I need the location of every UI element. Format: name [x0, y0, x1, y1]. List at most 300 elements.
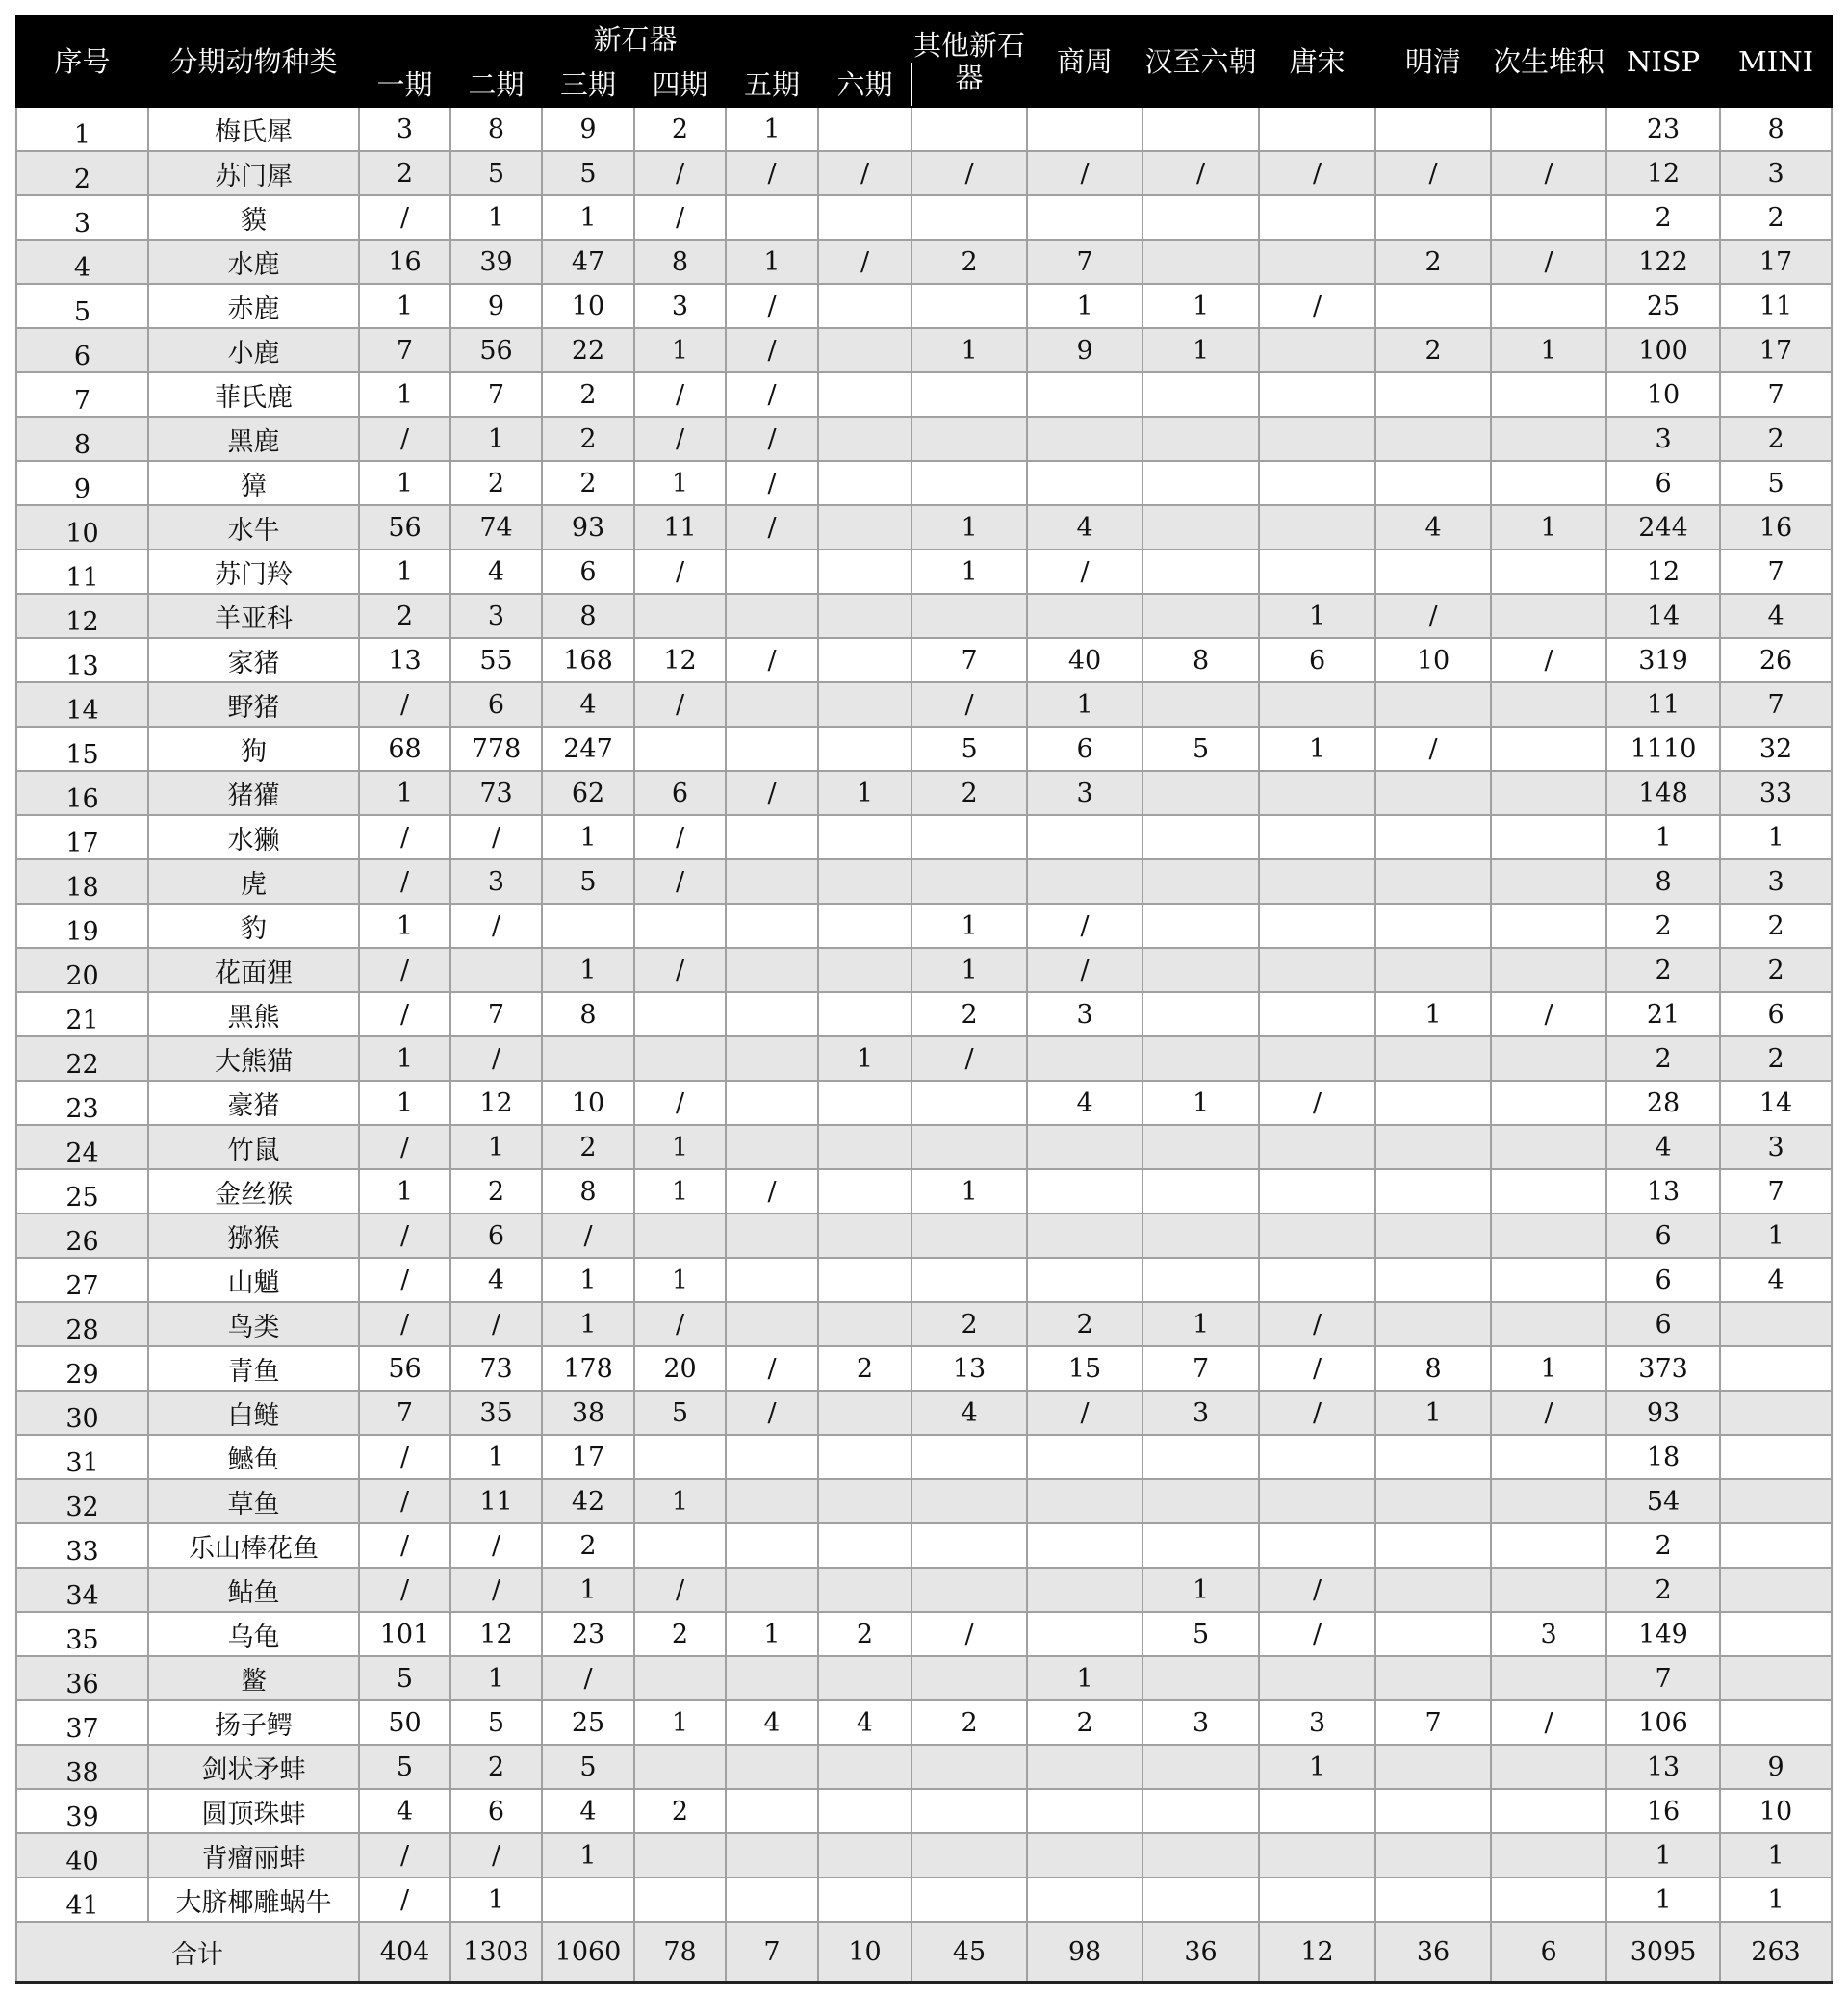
cell-phase-6 [818, 682, 911, 727]
cell-phase-1: / [359, 815, 450, 859]
cell-mini: 32 [1720, 727, 1832, 771]
cell-tang-song [1259, 992, 1375, 1036]
cell-phase-6 [818, 1081, 911, 1125]
cell-phase-1: 1 [359, 1081, 450, 1125]
cell-shang-zhou [1027, 1214, 1142, 1258]
cell-phase-3: 25 [542, 1700, 634, 1745]
cell-ming-qing [1375, 1302, 1491, 1346]
table-row [16, 1833, 1832, 1878]
cell-other-neolithic: 5 [911, 727, 1027, 771]
cell-phase-3: 38 [542, 1391, 634, 1435]
cell-phase-2: 1 [450, 1656, 542, 1700]
cell-mini: 9 [1720, 1745, 1832, 1789]
cell-phase-4: / [634, 1568, 726, 1612]
cell-shang-zhou: 1 [1027, 1656, 1142, 1700]
total-phase-1: 404 [359, 1922, 450, 1982]
cell-tang-song [1259, 1789, 1375, 1833]
cell-no: 6 [16, 328, 148, 372]
cell-nisp: 13 [1606, 1169, 1720, 1214]
cell-han-six-dynasties: / [1142, 151, 1259, 195]
cell-phase-3: 1 [542, 948, 634, 992]
table-row [16, 1258, 1832, 1302]
cell-phase-2: 39 [450, 240, 542, 284]
cell-shang-zhou [1027, 859, 1142, 904]
cell-secondary-deposit: / [1491, 151, 1606, 195]
cell-mini [1720, 1391, 1832, 1435]
cell-no: 16 [16, 771, 148, 815]
cell-secondary-deposit: / [1491, 1391, 1606, 1435]
cell-phase-3: 23 [542, 1612, 634, 1656]
cell-han-six-dynasties [1142, 1656, 1259, 1700]
cell-no: 37 [16, 1700, 148, 1745]
header-tang-song: 唐宋 [1259, 16, 1375, 107]
cell-han-six-dynasties [1142, 1036, 1259, 1081]
cell-nisp: 148 [1606, 771, 1720, 815]
cell-phase-4 [634, 1214, 726, 1258]
cell-phase-5 [726, 1302, 818, 1346]
cell-secondary-deposit [1491, 727, 1606, 771]
cell-phase-4: / [634, 859, 726, 904]
header-phase-5: 五期 [726, 62, 818, 107]
total-mini: 263 [1720, 1922, 1832, 1982]
cell-no: 7 [16, 372, 148, 417]
cell-species: 金丝猴 [148, 1169, 359, 1214]
cell-nisp: 100 [1606, 328, 1720, 372]
cell-phase-3: 5 [542, 151, 634, 195]
cell-nisp: 2 [1606, 1568, 1720, 1612]
cell-secondary-deposit [1491, 904, 1606, 948]
cell-mini: 33 [1720, 771, 1832, 815]
cell-other-neolithic [911, 1789, 1027, 1833]
cell-secondary-deposit [1491, 1479, 1606, 1523]
cell-no: 38 [16, 1745, 148, 1789]
cell-mini: 6 [1720, 992, 1832, 1036]
cell-phase-4: 1 [634, 461, 726, 505]
cell-phase-4: 1 [634, 1258, 726, 1302]
cell-species: 水鹿 [148, 240, 359, 284]
cell-no: 39 [16, 1789, 148, 1833]
cell-no: 1 [16, 107, 148, 151]
cell-other-neolithic [911, 417, 1027, 461]
cell-shang-zhou [1027, 1125, 1142, 1169]
total-secondary-deposit: 6 [1491, 1922, 1606, 1982]
cell-phase-4 [634, 727, 726, 771]
cell-no: 26 [16, 1214, 148, 1258]
cell-tang-song [1259, 771, 1375, 815]
cell-other-neolithic: 7 [911, 638, 1027, 682]
cell-phase-3: 22 [542, 328, 634, 372]
cell-phase-5: / [726, 151, 818, 195]
header-shang-zhou: 商周 [1027, 16, 1142, 107]
cell-no: 14 [16, 682, 148, 727]
cell-mini [1720, 1302, 1832, 1346]
cell-other-neolithic [911, 859, 1027, 904]
cell-nisp: 7 [1606, 1656, 1720, 1700]
cell-phase-3: 1 [542, 1302, 634, 1346]
cell-mini [1720, 1612, 1832, 1656]
cell-phase-2: 1 [450, 1435, 542, 1479]
cell-ming-qing [1375, 1435, 1491, 1479]
cell-han-six-dynasties: 1 [1142, 1302, 1259, 1346]
cell-ming-qing [1375, 284, 1491, 328]
cell-no: 33 [16, 1523, 148, 1568]
cell-shang-zhou: 2 [1027, 1700, 1142, 1745]
cell-phase-6 [818, 1169, 911, 1214]
cell-species: 大脐椰雕蜗牛 [148, 1878, 359, 1922]
cell-phase-3: 5 [542, 859, 634, 904]
cell-phase-5: / [726, 1346, 818, 1391]
cell-ming-qing [1375, 859, 1491, 904]
cell-phase-2: 73 [450, 1346, 542, 1391]
cell-mini: 14 [1720, 1081, 1832, 1125]
cell-phase-4: 1 [634, 1479, 726, 1523]
cell-species: 背瘤丽蚌 [148, 1833, 359, 1878]
cell-other-neolithic [911, 372, 1027, 417]
cell-phase-4 [634, 904, 726, 948]
cell-phase-5 [726, 727, 818, 771]
cell-secondary-deposit [1491, 1878, 1606, 1922]
cell-secondary-deposit: 1 [1491, 505, 1606, 549]
cell-phase-1: / [359, 1214, 450, 1258]
cell-nisp: 1 [1606, 1833, 1720, 1878]
cell-phase-6 [818, 1656, 911, 1700]
table-row [16, 549, 1832, 594]
cell-nisp: 6 [1606, 461, 1720, 505]
cell-secondary-deposit [1491, 195, 1606, 240]
cell-phase-4: / [634, 948, 726, 992]
cell-phase-5 [726, 1479, 818, 1523]
cell-nisp: 6 [1606, 1258, 1720, 1302]
cell-other-neolithic [911, 1258, 1027, 1302]
cell-shang-zhou [1027, 372, 1142, 417]
cell-species: 貘 [148, 195, 359, 240]
table-row [16, 151, 1832, 195]
cell-phase-2: 35 [450, 1391, 542, 1435]
cell-species: 苏门犀 [148, 151, 359, 195]
cell-tang-song [1259, 1435, 1375, 1479]
cell-tang-song [1259, 328, 1375, 372]
cell-phase-3: 8 [542, 594, 634, 638]
cell-no: 31 [16, 1435, 148, 1479]
cell-secondary-deposit [1491, 682, 1606, 727]
cell-han-six-dynasties [1142, 417, 1259, 461]
cell-phase-3: 5 [542, 1745, 634, 1789]
cell-other-neolithic: 1 [911, 549, 1027, 594]
cell-mini: 2 [1720, 904, 1832, 948]
cell-phase-6 [818, 505, 911, 549]
cell-nisp: 244 [1606, 505, 1720, 549]
table-row [16, 948, 1832, 992]
cell-phase-4: 3 [634, 284, 726, 328]
cell-other-neolithic: 13 [911, 1346, 1027, 1391]
cell-phase-6: 1 [818, 771, 911, 815]
cell-phase-5: / [726, 372, 818, 417]
cell-phase-6 [818, 284, 911, 328]
cell-ming-qing [1375, 1878, 1491, 1922]
table-body [16, 107, 1832, 1982]
cell-phase-2: 4 [450, 1258, 542, 1302]
cell-phase-5 [726, 948, 818, 992]
cell-phase-5 [726, 1745, 818, 1789]
cell-phase-2: 1 [450, 195, 542, 240]
cell-ming-qing: 10 [1375, 638, 1491, 682]
cell-phase-3: 178 [542, 1346, 634, 1391]
cell-shang-zhou [1027, 1568, 1142, 1612]
cell-shang-zhou: / [1027, 549, 1142, 594]
cell-phase-1: / [359, 195, 450, 240]
cell-secondary-deposit: 1 [1491, 1346, 1606, 1391]
cell-species: 猕猴 [148, 1214, 359, 1258]
cell-phase-3: 17 [542, 1435, 634, 1479]
cell-tang-song: 1 [1259, 594, 1375, 638]
cell-phase-4 [634, 1745, 726, 1789]
table-row [16, 727, 1832, 771]
cell-phase-6 [818, 904, 911, 948]
cell-no: 32 [16, 1479, 148, 1523]
cell-other-neolithic [911, 1081, 1027, 1125]
cell-phase-1: / [359, 682, 450, 727]
cell-nisp: 319 [1606, 638, 1720, 682]
cell-species: 虎 [148, 859, 359, 904]
cell-phase-4: 1 [634, 328, 726, 372]
cell-phase-2: / [450, 1833, 542, 1878]
cell-other-neolithic: 4 [911, 1391, 1027, 1435]
cell-phase-4 [634, 1036, 726, 1081]
cell-phase-1: 56 [359, 1346, 450, 1391]
cell-phase-3: 42 [542, 1479, 634, 1523]
cell-shang-zhou [1027, 1745, 1142, 1789]
cell-ming-qing [1375, 195, 1491, 240]
cell-phase-1: 56 [359, 505, 450, 549]
cell-han-six-dynasties [1142, 505, 1259, 549]
cell-mini [1720, 1700, 1832, 1745]
cell-nisp: 12 [1606, 549, 1720, 594]
cell-ming-qing [1375, 1081, 1491, 1125]
cell-phase-4 [634, 1656, 726, 1700]
cell-mini: 1 [1720, 1833, 1832, 1878]
cell-nisp: 23 [1606, 107, 1720, 151]
cell-phase-6: 4 [818, 1700, 911, 1745]
cell-phase-2: / [450, 1036, 542, 1081]
cell-nisp: 106 [1606, 1700, 1720, 1745]
cell-phase-2: 12 [450, 1612, 542, 1656]
table-row [16, 1435, 1832, 1479]
cell-phase-6 [818, 1789, 911, 1833]
cell-phase-2: 9 [450, 284, 542, 328]
cell-phase-5 [726, 682, 818, 727]
cell-ming-qing: 1 [1375, 992, 1491, 1036]
cell-no: 20 [16, 948, 148, 992]
cell-mini: 11 [1720, 284, 1832, 328]
cell-shang-zhou [1027, 1833, 1142, 1878]
cell-secondary-deposit [1491, 815, 1606, 859]
total-han-six-dynasties: 36 [1142, 1922, 1259, 1982]
header-nisp: NISP [1606, 16, 1720, 107]
cell-phase-5: / [726, 505, 818, 549]
cell-phase-4: / [634, 549, 726, 594]
header-ming-qing: 明清 [1375, 16, 1491, 107]
total-nisp: 3095 [1606, 1922, 1720, 1982]
cell-species: 小鹿 [148, 328, 359, 372]
cell-phase-4: 12 [634, 638, 726, 682]
cell-phase-3: 4 [542, 1789, 634, 1833]
cell-phase-3: 1 [542, 1833, 634, 1878]
cell-other-neolithic [911, 1523, 1027, 1568]
cell-phase-3: 10 [542, 284, 634, 328]
cell-han-six-dynasties: 5 [1142, 1612, 1259, 1656]
cell-phase-5: 4 [726, 1700, 818, 1745]
cell-other-neolithic: 1 [911, 505, 1027, 549]
cell-shang-zhou: 6 [1027, 727, 1142, 771]
cell-phase-5: 1 [726, 1612, 818, 1656]
cell-phase-3 [542, 1036, 634, 1081]
header-han-six-dynasties: 汉至六朝 [1142, 16, 1259, 107]
cell-han-six-dynasties [1142, 372, 1259, 417]
total-phase-5: 7 [726, 1922, 818, 1982]
cell-no: 23 [16, 1081, 148, 1125]
cell-tang-song [1259, 859, 1375, 904]
cell-phase-2: 73 [450, 771, 542, 815]
cell-tang-song [1259, 240, 1375, 284]
cell-nisp: 1110 [1606, 727, 1720, 771]
cell-phase-6 [818, 638, 911, 682]
cell-han-six-dynasties [1142, 904, 1259, 948]
cell-phase-2: / [450, 904, 542, 948]
cell-han-six-dynasties [1142, 461, 1259, 505]
cell-phase-4: / [634, 151, 726, 195]
cell-tang-song [1259, 1479, 1375, 1523]
cell-han-six-dynasties [1142, 1435, 1259, 1479]
table-row [16, 195, 1832, 240]
cell-phase-1: 1 [359, 372, 450, 417]
cell-phase-1: 50 [359, 1700, 450, 1745]
cell-han-six-dynasties: 1 [1142, 1568, 1259, 1612]
cell-han-six-dynasties [1142, 1745, 1259, 1789]
cell-species: 鸟类 [148, 1302, 359, 1346]
cell-phase-6 [818, 107, 911, 151]
cell-mini: 3 [1720, 1125, 1832, 1169]
cell-species: 鲇鱼 [148, 1568, 359, 1612]
cell-phase-2: 12 [450, 1081, 542, 1125]
cell-shang-zhou: 4 [1027, 1081, 1142, 1125]
cell-phase-5 [726, 195, 818, 240]
cell-phase-5 [726, 1789, 818, 1833]
cell-phase-2: 1 [450, 417, 542, 461]
cell-phase-5 [726, 1435, 818, 1479]
cell-han-six-dynasties: 8 [1142, 638, 1259, 682]
cell-ming-qing [1375, 372, 1491, 417]
cell-phase-6 [818, 1479, 911, 1523]
cell-phase-1: 5 [359, 1656, 450, 1700]
total-row [16, 1922, 1832, 1982]
cell-phase-6 [818, 992, 911, 1036]
cell-tang-song [1259, 372, 1375, 417]
cell-phase-1: 13 [359, 638, 450, 682]
cell-phase-2: 2 [450, 1169, 542, 1214]
cell-phase-5: / [726, 417, 818, 461]
cell-secondary-deposit [1491, 372, 1606, 417]
cell-shang-zhou: 9 [1027, 328, 1142, 372]
cell-shang-zhou [1027, 1479, 1142, 1523]
cell-secondary-deposit [1491, 1833, 1606, 1878]
table-row [16, 1081, 1832, 1125]
cell-tang-song: / [1259, 1612, 1375, 1656]
cell-nisp: 149 [1606, 1612, 1720, 1656]
cell-species: 圆顶珠蚌 [148, 1789, 359, 1833]
cell-phase-2: 74 [450, 505, 542, 549]
cell-nisp: 18 [1606, 1435, 1720, 1479]
cell-shang-zhou [1027, 417, 1142, 461]
cell-species: 梅氏犀 [148, 107, 359, 151]
cell-phase-5 [726, 859, 818, 904]
table-row [16, 1036, 1832, 1081]
total-phase-4: 78 [634, 1922, 726, 1982]
cell-secondary-deposit [1491, 1258, 1606, 1302]
cell-ming-qing [1375, 1523, 1491, 1568]
cell-phase-6 [818, 859, 911, 904]
cell-no: 41 [16, 1878, 148, 1922]
cell-han-six-dynasties [1142, 771, 1259, 815]
cell-han-six-dynasties [1142, 549, 1259, 594]
cell-phase-2: 5 [450, 151, 542, 195]
cell-tang-song: / [1259, 1081, 1375, 1125]
cell-phase-5: 1 [726, 107, 818, 151]
cell-no: 22 [16, 1036, 148, 1081]
cell-other-neolithic: 2 [911, 771, 1027, 815]
cell-han-six-dynasties [1142, 1258, 1259, 1302]
cell-han-six-dynasties [1142, 1878, 1259, 1922]
cell-secondary-deposit [1491, 1036, 1606, 1081]
table-row [16, 1656, 1832, 1700]
cell-other-neolithic [911, 594, 1027, 638]
cell-phase-4: 1 [634, 1700, 726, 1745]
cell-nisp: 1 [1606, 1878, 1720, 1922]
cell-phase-5 [726, 1878, 818, 1922]
cell-no: 3 [16, 195, 148, 240]
cell-no: 40 [16, 1833, 148, 1878]
cell-tang-song: / [1259, 1391, 1375, 1435]
cell-ming-qing [1375, 771, 1491, 815]
cell-han-six-dynasties [1142, 240, 1259, 284]
cell-secondary-deposit [1491, 1523, 1606, 1568]
cell-shang-zhou [1027, 1612, 1142, 1656]
table-row [16, 240, 1832, 284]
cell-no: 10 [16, 505, 148, 549]
table-row [16, 1391, 1832, 1435]
cell-phase-6 [818, 1435, 911, 1479]
cell-secondary-deposit [1491, 107, 1606, 151]
cell-phase-4: 2 [634, 1789, 726, 1833]
cell-other-neolithic: / [911, 151, 1027, 195]
cell-tang-song: / [1259, 1346, 1375, 1391]
cell-han-six-dynasties [1142, 1214, 1259, 1258]
cell-phase-5: 1 [726, 240, 818, 284]
cell-phase-6 [818, 594, 911, 638]
cell-phase-3: 8 [542, 1169, 634, 1214]
table-row [16, 1169, 1832, 1214]
cell-mini: 2 [1720, 948, 1832, 992]
cell-han-six-dynasties: 1 [1142, 284, 1259, 328]
cell-phase-4 [634, 1833, 726, 1878]
cell-tang-song: / [1259, 151, 1375, 195]
cell-phase-1: 1 [359, 1036, 450, 1081]
cell-ming-qing: 7 [1375, 1700, 1491, 1745]
cell-phase-3: 4 [542, 682, 634, 727]
cell-tang-song [1259, 107, 1375, 151]
cell-no: 24 [16, 1125, 148, 1169]
cell-phase-1: / [359, 859, 450, 904]
cell-ming-qing [1375, 461, 1491, 505]
